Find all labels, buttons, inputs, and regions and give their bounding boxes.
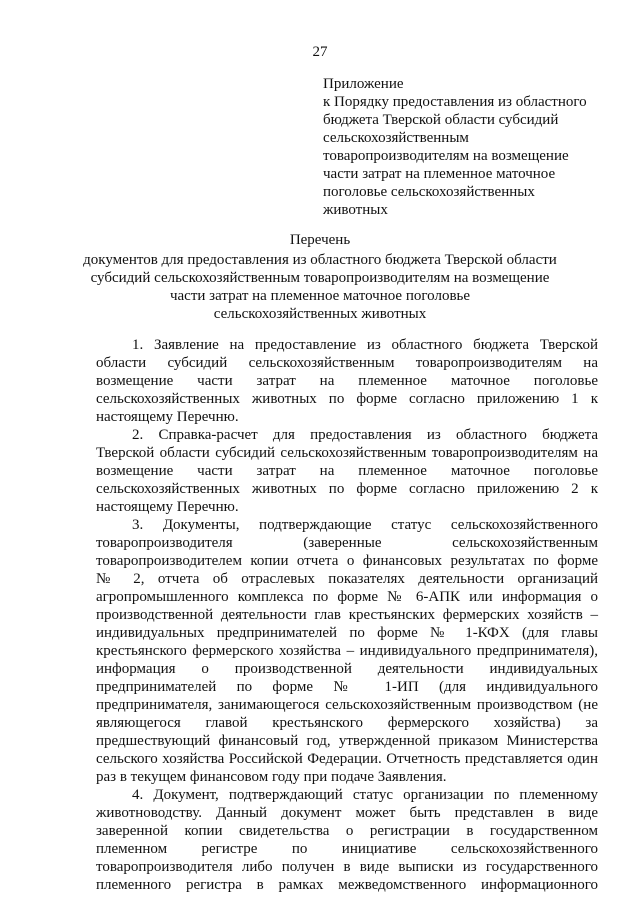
list-subtitle-line: сельскохозяйственных животных bbox=[213, 306, 427, 322]
list-subtitle-line: субсидий сельскохозяйственным товаропроизводителям на возмещение bbox=[90, 270, 550, 286]
list-item-line: Тверской области субсидий сельскохозяйственным товаропроизводителям на bbox=[96, 445, 598, 461]
list-item-line: информация о производственной деятельности индивидуальных bbox=[96, 661, 598, 677]
list-item-line: товаропроизводителя либо получен в виде выписки из государственного bbox=[96, 859, 598, 875]
list-item bbox=[96, 516, 598, 786]
list-item-line: являющегося главой крестьянского фермерского хозяйства) за bbox=[96, 715, 598, 731]
list-item-line: 4. Документ, подтверждающий статус организации по племенному bbox=[132, 787, 598, 803]
appendix-line: товаропроизводителям на возмещение bbox=[323, 148, 569, 164]
list-item-line: товаропроизводителя (заверенные сельскохозяйственным bbox=[96, 535, 598, 551]
appendix-line: животных bbox=[323, 202, 388, 218]
list-title: Перечень bbox=[289, 232, 351, 248]
page-number: 27 bbox=[312, 44, 328, 60]
list-item-line: производственной деятельности глав крестьянских фермерских хозяйств – bbox=[96, 607, 598, 623]
list-subtitle bbox=[0, 251, 640, 323]
list-item-line: племенного регистра в рамках межведомственного информационного bbox=[96, 877, 598, 893]
appendix-line: к Порядку предоставления из областного bbox=[323, 94, 587, 110]
appendix-header bbox=[323, 75, 603, 219]
list-item-line: 2. Справка-расчет для предоставления из областного бюджета bbox=[132, 427, 598, 443]
list-item-line: области субсидий сельскохозяйственным товаропроизводителям на bbox=[96, 355, 598, 371]
list-item bbox=[96, 336, 598, 426]
document-list bbox=[96, 336, 598, 894]
appendix-line: сельскохозяйственным bbox=[323, 130, 469, 146]
list-item-line: товаропроизводителем копии отчета о финансовых результатах по форме bbox=[96, 553, 598, 569]
appendix-line: части затрат на племенное маточное bbox=[323, 166, 556, 182]
list-item-line: предшествующий финансовый год, утвержденной приказом Министерства bbox=[96, 733, 598, 749]
list-item bbox=[96, 426, 598, 516]
list-item-line: 1. Заявление на предоставление из областного бюджета Тверской bbox=[132, 337, 598, 353]
list-item-line: предпринимателя, занимающегося сельскохозяйственным производством (не bbox=[96, 697, 598, 713]
list-item-line: раз в текущем финансовом году при подаче Заявления. bbox=[96, 769, 447, 785]
list-item-line: предпринимателей по форме № 1-ИП (для индивидуального bbox=[96, 679, 598, 695]
list-item-line: заверенной копии свидетельства о регистрации в государственном bbox=[96, 823, 598, 839]
list-item-line: агропромышленного комплекса по форме № 6-АПК или информация о bbox=[96, 589, 598, 605]
list-item-line: сельского хозяйства Российской Федерации. Отчетность представляется один bbox=[96, 751, 598, 767]
appendix-line: бюджета Тверской области субсидий bbox=[323, 112, 559, 128]
list-item-line: 3. Документы, подтверждающие статус сельскохозяйственного bbox=[132, 517, 598, 533]
list-item-line: настоящему Перечню. bbox=[96, 499, 239, 515]
list-item-line: племенном регистре по инициативе сельскохозяйственного bbox=[96, 841, 598, 857]
list-subtitle-line: части затрат на племенное маточное поголовье bbox=[169, 288, 471, 304]
list-item bbox=[96, 786, 598, 894]
list-item-line: индивидуальных предпринимателей по форме № 1-КФХ (для главы bbox=[96, 625, 598, 641]
list-item-line: сельскохозяйственных животных по форме согласно приложению 2 к bbox=[96, 481, 598, 497]
list-item-line: крестьянского фермерского хозяйства – индивидуального предпринимателя), bbox=[96, 643, 598, 659]
list-item-line: возмещение части затрат на племенное маточное поголовье bbox=[96, 463, 598, 479]
list-item-line: животноводству. Данный документ может быть представлен в виде bbox=[96, 805, 598, 821]
appendix-line: поголовье сельскохозяйственных bbox=[323, 184, 535, 200]
list-item-line: № 2, отчета об отраслевых показателях деятельности организаций bbox=[96, 571, 598, 587]
appendix-line: Приложение bbox=[323, 76, 404, 92]
list-item-line: сельскохозяйственных животных по форме согласно приложению 1 к bbox=[96, 391, 598, 407]
list-item-line: возмещение части затрат на племенное маточное поголовье bbox=[96, 373, 598, 389]
list-item-line: настоящему Перечню. bbox=[96, 409, 239, 425]
list-subtitle-line: документов для предоставления из областного бюджета Тверской области bbox=[83, 252, 557, 268]
